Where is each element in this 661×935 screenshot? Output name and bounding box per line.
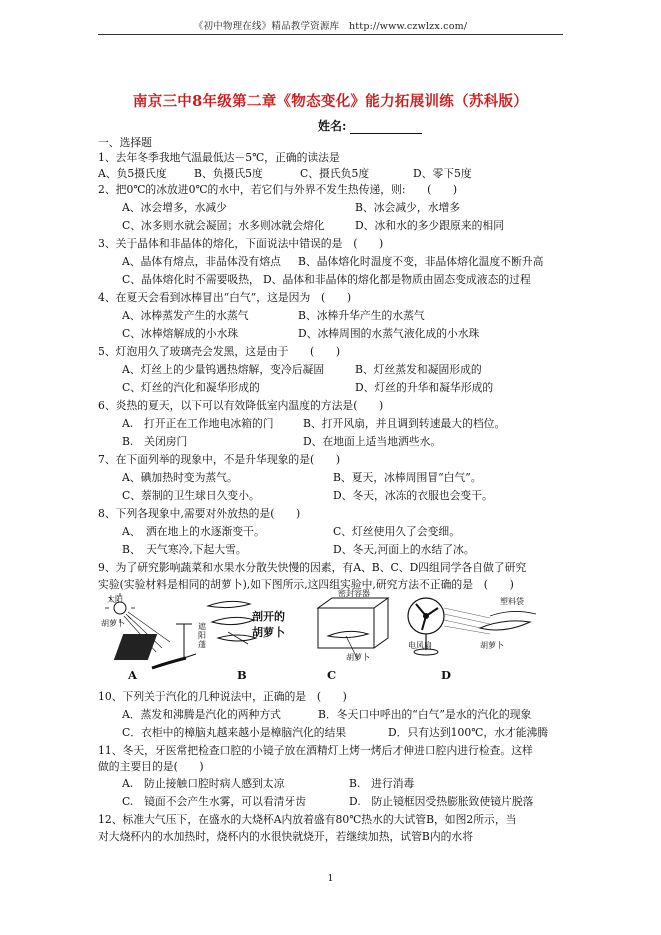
question-9-line-1: 9、为了研究影响蔬菜和水果水分散失快慢的因素，有A、B、C、D四组同学各自做了研究 <box>98 561 527 574</box>
question-5-option-b: B、灯丝蒸发和凝固形成的 <box>355 363 482 376</box>
question-8-option-c: B、 天气寒冷,下起大雪。 <box>122 543 247 556</box>
question-1-stem: 1、去年冬季我地气温最低达－5℃，正确的读法是 <box>98 151 340 164</box>
question-4-option-d: D、冰棒周围的水蒸气液化成的小水珠 <box>298 327 480 340</box>
name-blank <box>350 122 422 134</box>
container-lid <box>318 598 388 608</box>
question-11-line-1: 11、冬天，牙医常把检查口腔的小镜子放在酒精灯上烤一烤后才伸进口腔内进行检查。这样 <box>98 744 533 757</box>
question-11-line-2: 做的主要目的是( ) <box>98 760 204 773</box>
question-4-option-c: C、冰棒熔解成的小水珠 <box>122 327 239 340</box>
question-1-option-a: A、负5摄氏度 <box>98 167 167 180</box>
figure-b-carrot-label: 胡萝卜 <box>252 626 285 639</box>
question-8-stem: 8、下列各现象中,需要对外放热的是( ) <box>98 507 301 520</box>
question-5-stem: 5、灯泡用久了玻璃壳会发黑，这是由于 ( ) <box>98 345 341 358</box>
sealed-container <box>318 608 374 648</box>
figure-label-a: A <box>128 668 137 682</box>
figure-b-cut-label: 剖开的 <box>252 610 285 623</box>
question-3-option-c: C、晶体熔化时不需要吸热， <box>122 273 260 286</box>
figure-label-d: D <box>441 668 451 682</box>
figure-label-c: C <box>327 668 337 682</box>
question-4-stem: 4、在夏天会看到冰棒冒出“白气”，这是因为 ( ) <box>98 291 352 304</box>
name-label: 姓名: <box>318 119 347 133</box>
question-7-option-c: C、萘制的卫生球日久变小。 <box>122 489 260 502</box>
question-4-option-b: B、冰棒升华产生的水蒸气 <box>298 309 425 322</box>
carrot-icon <box>328 631 368 637</box>
question-7-option-a: A、碘加热时变为蒸气。 <box>122 471 238 484</box>
question-7-stem: 7、在下面列举的现象中，不是升华现象的是( ) <box>98 453 341 466</box>
question-6-option-c: B. 关闭房门 <box>122 435 188 448</box>
question-3-option-a: A、晶体有熔点，非晶体没有熔点 <box>122 255 281 268</box>
question-6-stem: 6、炎热的夏天，以下可以有效降低室内温度的方法是( ) <box>98 399 384 412</box>
page-header: 《初中物理在线》精品教学资源库 http://www.czwlzx.com/ <box>193 21 468 32</box>
question-3-option-d: D、晶体和非晶体的熔化都是物质由固态变成液态的过程 <box>263 273 531 286</box>
question-11-option-d: D. 防止镜框因受热膨胀致使镜片脱落 <box>349 795 534 808</box>
question-11-option-b: B. 进行消毒 <box>349 777 415 790</box>
header-rule <box>98 34 563 35</box>
question-2-stem: 2、把0℃的冰放进0℃的水中，若它们与外界不发生热传递，则: ( ) <box>98 183 458 196</box>
question-12-line-1: 12、标准大气压下，在盛水的大烧杯A内放着盛有80℃热水的大试管B，如图2所示，当 <box>98 813 517 826</box>
question-1-option-c: C、摄氏负5度 <box>300 167 370 180</box>
carrot-icon <box>208 601 250 607</box>
question-4-option-a: A、冰棒蒸发产生的水蒸气 <box>122 309 249 322</box>
question-10-option-b: B．冬天口中呼出的“白气”是水的汽化的现象 <box>318 708 532 721</box>
question-12-line-2: 对大烧杯内的水加热时，烧杯内的水很快就烧开，若继续加热，试管B内的水将 <box>98 830 474 843</box>
question-11-option-c: C. 镜面不会产生水雾，可以看清牙齿 <box>122 795 307 808</box>
figure-b <box>208 601 256 644</box>
carrot-icon <box>152 658 186 668</box>
figure-c-container-label: 密封容器 <box>338 589 370 598</box>
question-7-option-b: B、夏天，冰棒周围冒“白气”。 <box>333 471 482 484</box>
question-3-option-b: B、晶体熔化时温度不变，非晶体熔化温度不断升高 <box>298 255 544 268</box>
page-title: 南京三中8年级第二章《物态变化》能力拓展训练（苏科版） <box>132 93 529 110</box>
question-11-option-a: A. 防止接触口腔时病人感到太凉 <box>122 777 285 790</box>
question-7-option-d: D、冬天，冰冻的衣服也会变干。 <box>333 489 493 502</box>
figure-a-sun-label: 太阳 <box>107 595 123 604</box>
name-field <box>318 117 422 134</box>
question-5-option-d: D、灯丝的升华和凝华形成的 <box>355 381 494 394</box>
figure-label-b: B <box>237 668 247 682</box>
question-6-option-b: B、打开风扇，并且调到转速最大的档位。 <box>303 417 506 430</box>
question-8-option-b: C、灯丝使用久了会变细。 <box>333 525 461 538</box>
question-2-option-c: C、冰多则水就会凝固；水多则冰就会熔化 <box>122 219 325 232</box>
figure-c <box>318 598 388 660</box>
figure-d-bag-label: 塑料袋 <box>500 597 524 606</box>
figure-d-fan-label: 电风扇 <box>408 641 432 650</box>
question-10-option-a: A．蒸发和沸腾是汽化的两种方式 <box>122 708 281 721</box>
question-10-option-d: D．只有达到100℃，水才能沸腾 <box>388 726 549 739</box>
question-8-option-a: A、 洒在地上的水逐渐变干。 <box>122 525 265 538</box>
shade-screen <box>114 634 157 660</box>
question-9-line-2: 实验(实验材料是相同的胡萝卜),如下图所示,这四组实验中,研究方法不正确的是 ( ) <box>98 578 514 591</box>
question-5-option-c: C、灯丝的汽化和凝华形成的 <box>122 381 260 394</box>
question-1-option-d: D、零下5度 <box>413 167 472 180</box>
question-1-option-b: B、负摄氏5度 <box>194 167 263 180</box>
question-2-option-a: A、冰会增多，水减少 <box>122 201 227 214</box>
question-5-option-a: A、灯丝上的少量钨遇热熔解，变冷后凝固 <box>122 363 325 376</box>
page-number: 1 <box>327 874 334 884</box>
question-2-option-d: D、冰和水的多少跟原来的相同 <box>355 219 505 232</box>
figure-a-shade-label: 遮阳蓬 <box>198 622 206 649</box>
figure-d-carrot-label: 胡萝卜 <box>480 641 504 650</box>
question-6-option-d: D、在地面上适当地洒些水。 <box>303 435 442 448</box>
carrot-icon <box>480 621 530 630</box>
question-2-option-b: B、冰会减少，水增多 <box>355 201 461 214</box>
question-10-option-c: C．衣柜中的樟脑丸越来越小是樟脑汽化的结果 <box>122 726 347 739</box>
question-10-stem: 10、下列关于汽化的几种说法中，正确的是 ( ) <box>98 690 347 703</box>
figure-a-carrot-label: 胡萝卜 <box>101 619 125 628</box>
question-8-option-d: D、冬天,河面上的水结了冰。 <box>333 543 475 556</box>
plastic-bag <box>490 611 536 616</box>
figure-c-carrot-label: 胡萝卜 <box>346 653 370 662</box>
section-heading: 一、选择题 <box>98 136 152 149</box>
question-3-stem: 3、关于晶体和非晶体的熔化，下面说法中错误的是 ( ) <box>98 237 384 250</box>
question-6-option-a: A. 打开正在工作地电冰箱的门 <box>122 417 274 430</box>
